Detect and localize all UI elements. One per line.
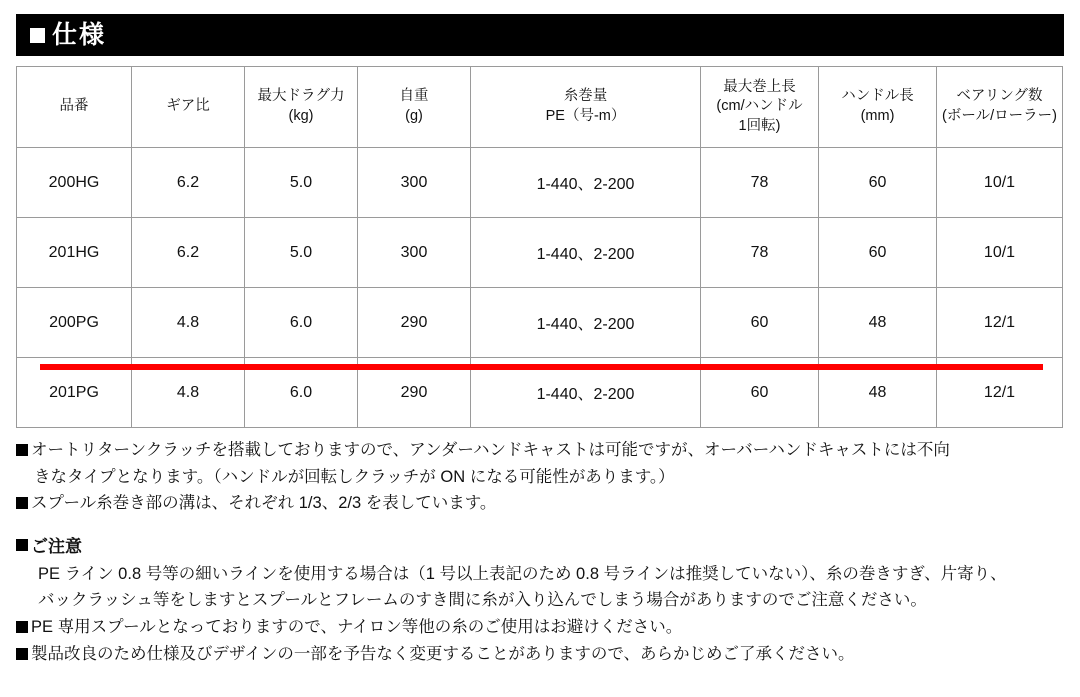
cell-gear-ratio: 4.8: [132, 358, 245, 428]
note-text: オートリターンクラッチを搭載しておりますので、アンダーハンドキャストは可能ですが、オーバーハンドキャストには不向: [31, 441, 950, 459]
note-item: [16, 641, 1064, 668]
cell-bearings: 12/1: [937, 358, 1063, 428]
cell-retrieve: 60: [701, 358, 819, 428]
cell-model: 200HG: [17, 148, 132, 218]
cell-model: 201PG: [17, 358, 132, 428]
filled-square-icon: [30, 28, 45, 43]
caution-text-line2: バックラッシュ等をしますとスプールとフレームのすき間に糸が入り込んでしまう場合がありますのでご注意ください。: [38, 591, 927, 610]
filled-square-icon: [16, 444, 28, 456]
column-header-line-capacity: 糸巻量 PE（号-m）: [471, 67, 701, 148]
cell-gear-ratio: 4.8: [132, 288, 245, 358]
cell-handle-length: 48: [819, 358, 937, 428]
cell-model: 200PG: [17, 288, 132, 358]
note-text: 製品改良のため仕様及びデザインの一部を予告なく変更することがありますので、あらかじめご了承ください。: [31, 644, 855, 663]
cell-max-drag: 5.0: [245, 218, 358, 288]
column-header-handle-length: ハンドル長 (mm): [819, 67, 937, 148]
cell-line-capacity: 1-440、2-200: [471, 218, 701, 288]
column-header-model: 品番: [17, 67, 132, 148]
column-header-weight: 自重 (g): [358, 67, 471, 148]
cell-line-capacity: 1-440、2-200: [471, 148, 701, 218]
page-title: 仕様: [52, 20, 107, 49]
cell-line-capacity: 1-440、2-200: [471, 288, 701, 358]
note-item: [16, 614, 1064, 641]
note-item: [16, 437, 1064, 464]
cell-gear-ratio: 6.2: [132, 148, 245, 218]
column-header-retrieve-per-crank: 最大巻上長 (cm/ハンドル 1回転): [701, 67, 819, 148]
cell-handle-length: 60: [819, 218, 937, 288]
caution-heading: [16, 533, 1064, 561]
cell-max-drag: 5.0: [245, 148, 358, 218]
cell-model: 201HG: [17, 218, 132, 288]
cell-max-drag: 6.0: [245, 358, 358, 428]
cell-bearings: 12/1: [937, 288, 1063, 358]
cell-gear-ratio: 6.2: [132, 218, 245, 288]
cell-retrieve: 60: [701, 288, 819, 358]
cell-line-capacity: 1-440、2-200: [471, 358, 701, 428]
table-header-row: [17, 67, 1063, 148]
cell-handle-length: 48: [819, 288, 937, 358]
table-body: [17, 148, 1063, 428]
cell-max-drag: 6.0: [245, 288, 358, 358]
cell-weight: 290: [358, 358, 471, 428]
table-row: [17, 218, 1063, 288]
filled-square-icon: [16, 648, 28, 660]
note-text-continued: きなタイプとなります。（ハンドルが回転しクラッチが ON になる可能性があります。）: [34, 467, 675, 486]
cell-weight: 300: [358, 218, 471, 288]
cell-retrieve: 78: [701, 148, 819, 218]
filled-square-icon: [16, 621, 28, 633]
note-item: [16, 490, 1064, 517]
column-header-gear-ratio: ギア比: [132, 67, 245, 148]
table-header: [17, 67, 1063, 148]
cell-bearings: 10/1: [937, 148, 1063, 218]
caution-text-line1: PE ライン 0.8 号等の細いラインを使用する場合は（1 号以上表記のため 0.8 号ラインは推奨していない）、糸の巻きすぎ、片寄り、: [38, 564, 1007, 583]
cell-weight: 290: [358, 288, 471, 358]
table-row: [17, 148, 1063, 218]
spec-sheet-page: [0, 14, 1080, 697]
caution-heading-label: ご注意: [31, 537, 82, 557]
cell-retrieve: 78: [701, 218, 819, 288]
cell-weight: 300: [358, 148, 471, 218]
filled-square-icon: [16, 497, 28, 509]
table-row: [17, 288, 1063, 358]
notes-section: [16, 437, 1064, 668]
cell-bearings: 10/1: [937, 218, 1063, 288]
column-header-bearings: ベアリング数 (ボール/ローラー): [937, 67, 1063, 148]
note-text: PE 専用スプールとなっておりますので、ナイロン等他の糸のご使用はお避けください。: [31, 618, 683, 637]
section-title-bar: [16, 14, 1064, 56]
column-header-max-drag: 最大ドラグ力 (kg): [245, 67, 358, 148]
filled-square-icon: [16, 539, 28, 551]
red-underline-annotation: [40, 364, 1043, 370]
cell-handle-length: 60: [819, 148, 937, 218]
spec-table: [16, 66, 1063, 428]
note-text: スプール糸巻き部の溝は、それぞれ 1/3、2/3 を表しています。: [31, 494, 497, 513]
